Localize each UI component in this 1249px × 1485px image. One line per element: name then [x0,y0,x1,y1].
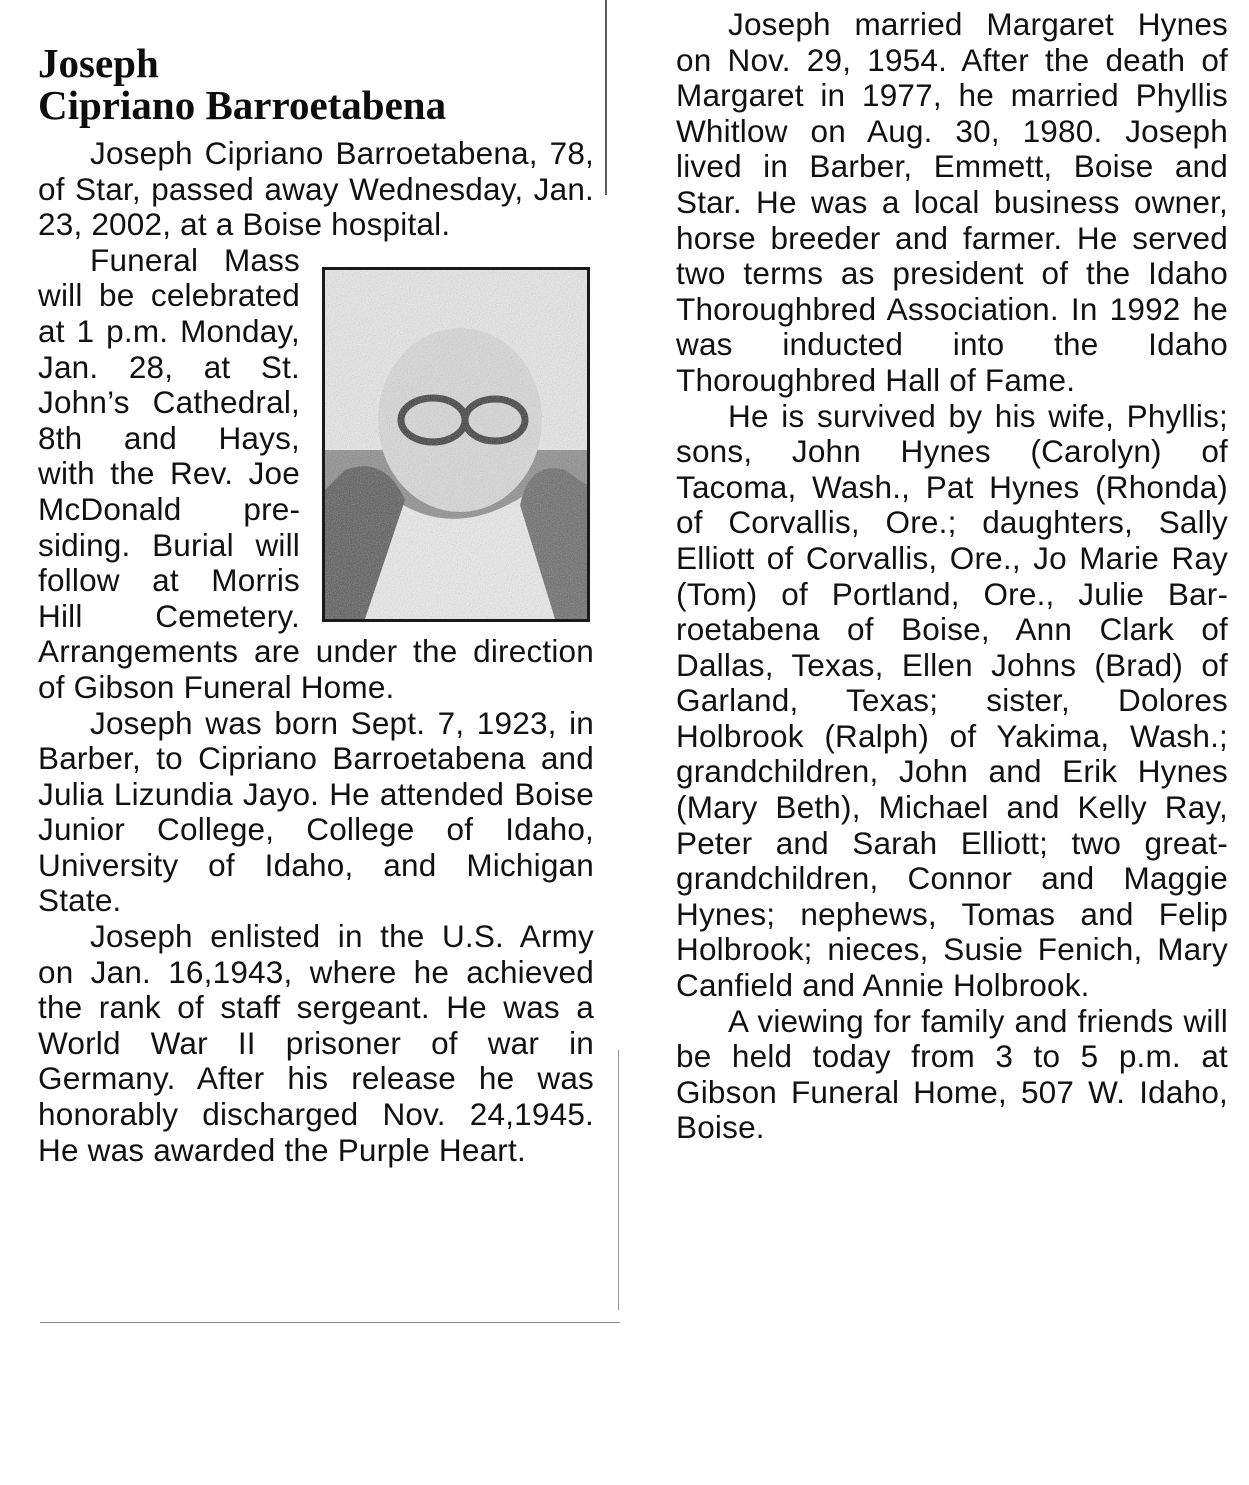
left-column [38,0,594,1168]
portrait-photo [322,267,590,622]
paragraph-viewing: A viewing for family and friends will be held today from 3 to 5 p.m. at Gibson Funeral Home, 507 W. Idaho, Boise. [676,1002,1228,1146]
right-column [676,0,1228,1146]
column-divider-top [605,0,607,195]
clipping-bottom-edge [40,1322,620,1323]
headline-first-name: Joseph [38,40,159,86]
headline-full-name: Cipriano Barroetabena [38,82,447,128]
paragraph-birth-education: Joseph was born Sept. 7, 1923, in Barber, to Cipriano Barroetabena and Julia Lizundia Jayo. He attended Boise Junior College, College of Idaho, University of Idaho, and Michigan State. [38,704,594,919]
paragraph-military-service: Joseph enlisted in the U.S. Army on Jan. 16,1943, where he achieved the rank of staff sergeant. He was a World War II prisoner of war in Germany. After his release he was honorably discharged Nov. 24,1945. He was awarded the Purple Heart. [38,918,594,1168]
portrait-image [325,270,587,619]
column-divider-bottom [618,1050,619,1310]
paragraph-marriage-career: Joseph married Margaret Hynes on Nov. 29, 1954. After the death of Margaret in 1977, he married Phyllis Whitlow on Aug. 30, 1980. Joseph lived in Barber, Emmett, Boise and Star. He was a local business owner, horse breeder and farmer. He served two terms as president of the Idaho Thoroughbred Association. In 1992 he was inducted into the Idaho Thoroughbred Hall of Fame. [676,6,1228,398]
paragraph-death-notice: Joseph Cipriano Barroetabena, 78, of Star, passed away Wednesday, Jan. 23, 2002, at a Boise hospital. [38,135,594,243]
paragraph-funeral-mass: Funeral Mass will be celebrated at 1 p.m. Monday, Jan. 28, at St. John’s Cathedral, 8th and Hays, with the Rev. Joe McDonald presiding. Burial will follow at Morris Hill Cemetery. Arrangements are under the direction of Gibson Funeral Home. [38,241,594,705]
paragraph-survivors: He is survived by his wife, Phyllis; sons, John Hynes (Carolyn) of Tacoma, Wash., Pat Hynes (Rhonda) of Corvallis, Ore.; daughters, Sally Elliott of Corvallis, Ore., Jo Marie Ray (Tom) of Portland, Ore., Julie Barroetabena of Boise, Ann Clark of Dallas, Texas, Ellen Johns (Brad) of Garland, Texas; sister, Dolores Holbrook (Ralph) of Yakima, Wash.; grandchildren, John and Erik Hynes (Mary Beth), Michael and Kelly Ray, Peter and Sarah Elliott; two great-grandchildren, Connor and Maggie Hynes; nephews, Tomas and Felip Holbrook; nieces, Susie Fenich, Mary Canfield and Annie Holbrook. [676,397,1228,1004]
